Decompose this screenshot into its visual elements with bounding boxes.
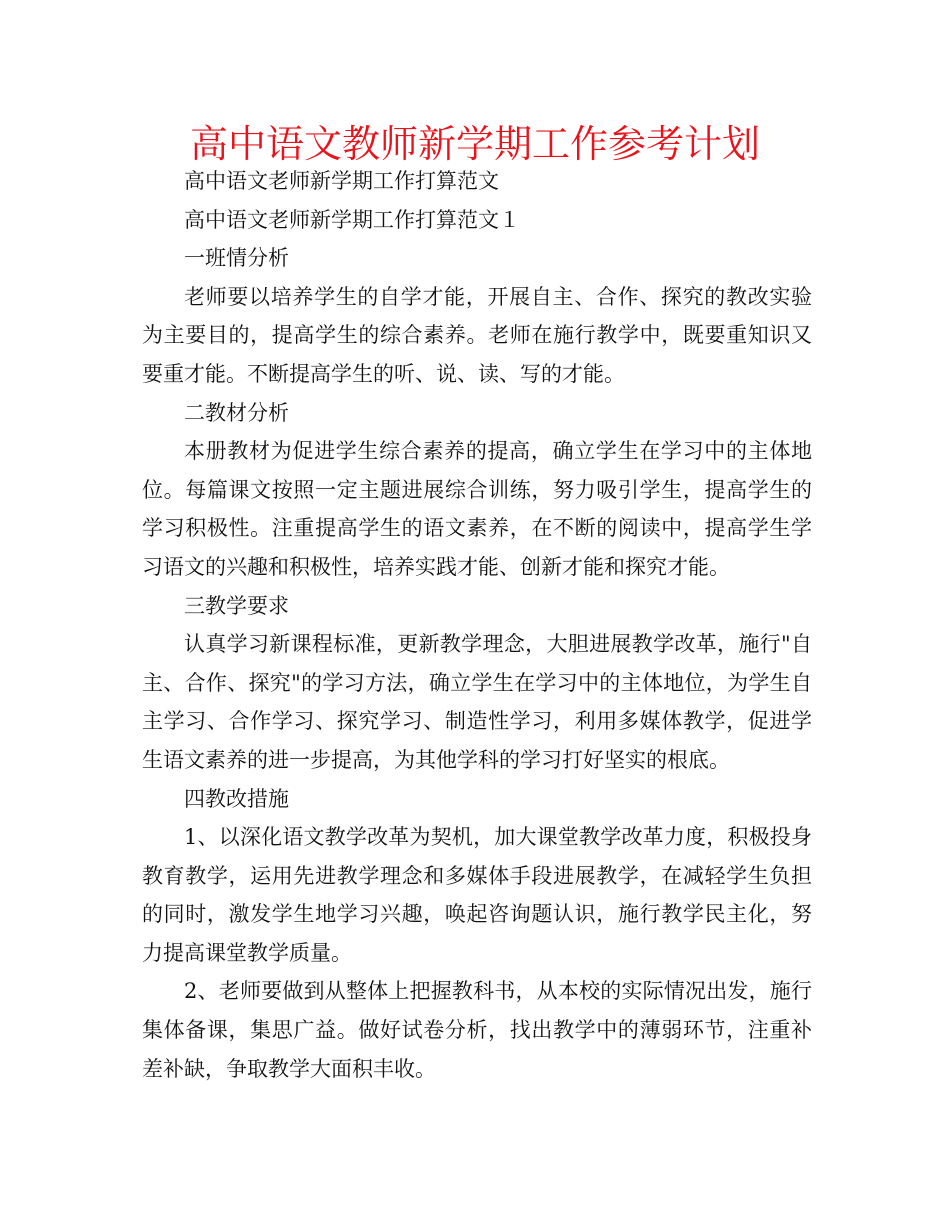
document-title: 高中语文教师新学期工作参考计划: [189, 122, 760, 166]
paragraph: 2、老师要做到从整体上把握教科书，从本校的实际情况出发，施行集体备课，集思广益。做好试卷分析，找出教学中的薄弱环节，注重补差补缺，争取教学大面积丰收。: [142, 979, 812, 1081]
paragraph: 1、以深化语文教学改革为契机，加大课堂教学改革力度，积极投身教育教学，运用先进教学理念和多媒体手段进展教学，在减轻学生负担的同时，激发学生地学习兴趣，唤起咨询题认识，施行教学民主化，努力提高课堂教学质量。: [142, 825, 812, 965]
section-heading: 高中语文老师新学期工作打算范文１: [184, 207, 520, 232]
paragraph: 老师要以培养学生的自学才能，开展自主、合作、探究的教改实验为主要目的，提高学生的综合素养。老师在施行教学中，既要重知识又要重才能。不断提高学生的听、说、读、写的才能。: [142, 284, 812, 386]
document-body: [142, 162, 812, 1088]
section-heading: 二教材分析: [184, 400, 289, 425]
section-heading: 三教学要求: [184, 593, 289, 618]
subtitle: 高中语文老师新学期工作打算范文: [184, 169, 499, 193]
section-heading: 四教改措施: [184, 786, 289, 811]
section-heading: 一班情分析: [184, 246, 289, 271]
paragraph: 本册教材为促进学生综合素养的提高，确立学生在学习中的主体地位。每篇课文按照一定主题进展综合训练，努力吸引学生，提高学生的学习积极性。注重提高学生的语文素养，在不断的阅读中，提高学生学习语文的兴趣和积极性，培养实践才能、创新才能和探究才能。: [142, 439, 812, 579]
paragraph: 认真学习新课程标准，更新教学理念，大胆进展教学改革，施行"自主、合作、探究"的学习方法，确立学生在学习中的主体地位，为学生自主学习、合作学习、探究学习、制造性学习，利用多媒体教学，促进学生语文素养的进一步提高，为其他学科的学习打好坚实的根底。: [142, 632, 812, 772]
